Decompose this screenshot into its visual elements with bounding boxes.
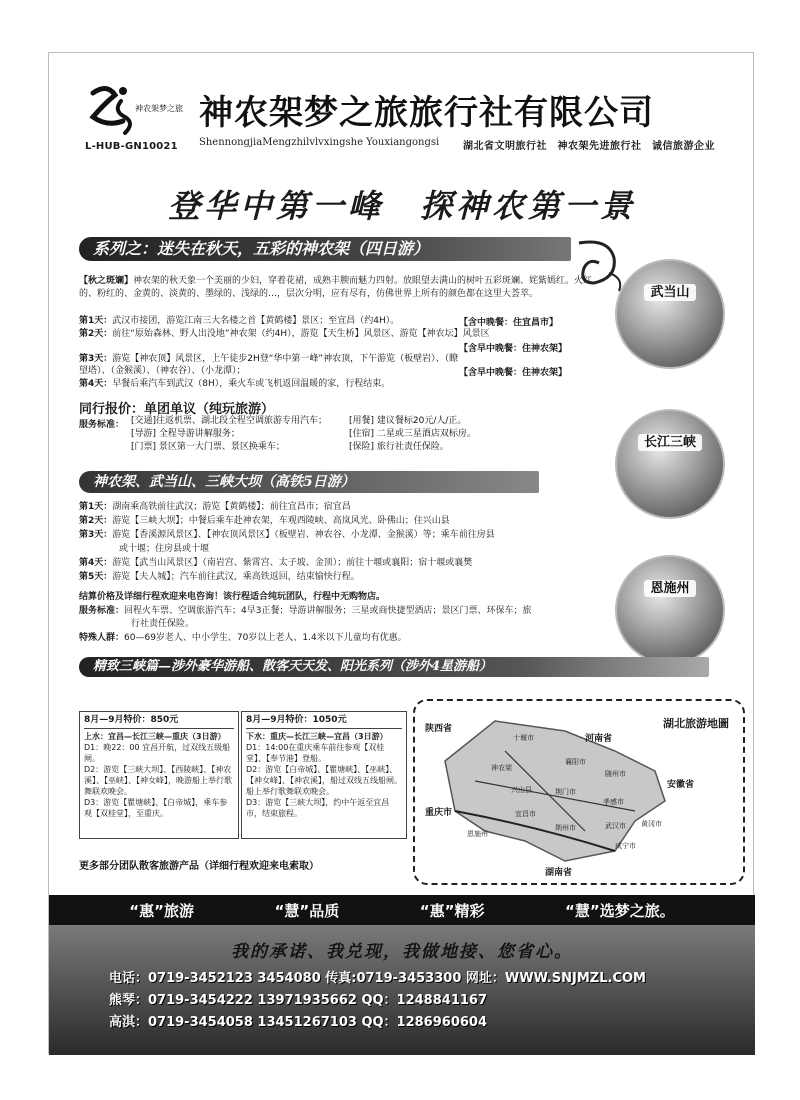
bar-item-4: “慧”选梦之旅。 bbox=[565, 901, 675, 920]
s2-note-service-cont: 行社责任保险。 bbox=[131, 619, 195, 629]
s1-price-title: 同行报价：单团单议（纯玩旅游） bbox=[79, 402, 275, 417]
contact-main: 电话：0719-3452123 3454080 传真:0719-3453300 网址：WWW.SNJMZL.COM bbox=[109, 971, 646, 986]
s1-day2: 第2天：前往“原始森林、野人出没地”神农架（约4H），游览【天生桥】风景区、游览【神农坛】风景区 bbox=[79, 329, 490, 339]
map-city-jingzhou: 荆州市 bbox=[555, 824, 576, 832]
s1-service-right: [用餐] 建议餐标20元/人/正。 [住宿] 二星或三星酒店双标房。 [保险] 旅行社责任保险。 bbox=[349, 416, 476, 452]
map-city-yichang: 宜昌市 bbox=[515, 810, 536, 818]
s2-day3: 第3天：游览【香溪源风景区】、【神农顶风景区】（板壁岩、神农谷、小龙潭、金猴溪）等；乘车前往房县 bbox=[79, 530, 495, 540]
slogan-bar bbox=[49, 895, 755, 925]
cruise-down-d1: D1：14:00在重庆乘车前往参观【双桂堂】、【奉节港】登船。 bbox=[246, 743, 385, 763]
company-honors: 湖北省文明旅行社 神农架先进旅行社 诚信旅游企业 bbox=[463, 141, 715, 152]
s1-day3-note: 【含早中晚餐：住神农架】 bbox=[459, 368, 568, 378]
company-pinyin: ShennongjiaMengzhilvlvxingshe Youxiangongsi bbox=[199, 137, 440, 148]
cruise-down-d3: D3：游览【三峡大坝】，约中午返至宜昌市，结束旅程。 bbox=[246, 798, 390, 818]
s1-day1: 第1天：武汉市接团，游览江南三大名楼之首【黄鹤楼】景区；至宜昌（约4H）。 bbox=[79, 316, 400, 326]
s2-day3-cont: 或十堰；住房县或十堰 bbox=[119, 544, 210, 554]
cruise-upstream-box bbox=[79, 711, 239, 839]
s1-service-label: 服务标准： bbox=[79, 420, 125, 430]
map-city-shennongjia: 神农架 bbox=[491, 764, 512, 772]
map-prov-hunan: 湖南省 bbox=[545, 868, 573, 878]
company-name: 神农架梦之旅旅行社有限公司 bbox=[199, 93, 654, 133]
map-city-enshi: 恩施州 bbox=[467, 830, 488, 838]
map-city-xingshan: 兴山县 bbox=[511, 786, 532, 794]
s2-note-service: 服务标准：回程火车票、空调旅游汽车；4早3正餐；导游讲解服务；三星或商快捷型酒店；景区门票、环保车；旅 bbox=[79, 606, 532, 616]
photo-label-three-gorges: 长江三峡 bbox=[638, 434, 702, 451]
s1-day4: 第4天：早餐后乘汽车到武汉（8H），乘火车或飞机返回温暖的家，行程结束。 bbox=[79, 379, 391, 389]
intro-text: 神农架的秋天象一个美丽的少妇，穿着花裙，成熟丰腴而魅力四射。放眼望去满山的树叶五彩斑斓、姹紫嫣红。火红的、粉红的、金黄的、淡黄的、墨绿的、浅绿的…，层次分明，应有尽有，仿佛世界上所有的颜色都在这里大荟萃。 bbox=[79, 276, 593, 299]
intro-label: 【秋之斑斓】 bbox=[79, 276, 134, 286]
map-city-suizhou: 随州市 bbox=[605, 770, 626, 778]
footer-contacts bbox=[49, 925, 755, 1055]
cruise-up-d1: D1：晚22：00 宜昌开航，过双线五级船闸。 bbox=[84, 743, 231, 763]
contact-xiong: 熊琴：0719-3454222 13971935662 QQ：1248841167 bbox=[109, 993, 488, 1008]
s1-day2-note: 【含早中晚餐：住神农架】 bbox=[459, 344, 568, 354]
s2-note-settlement: 结算价格及详细行程欢迎来电咨询！该行程适合纯玩团队，行程中无购物店。 bbox=[79, 592, 386, 602]
company-logo bbox=[85, 81, 183, 141]
photo-three-gorges bbox=[615, 409, 725, 519]
contact-gao: 高淇：0719-3454058 13451267103 QQ：1286960604 bbox=[109, 1015, 488, 1030]
cruise-up-price: 8月—9月特价：850元 bbox=[84, 715, 234, 729]
cruise-up-title: 上水：宜昌—长江三峡—重庆（3日游） bbox=[84, 732, 226, 741]
cruise-up-d2: D2：游览【三峡大坝】、【西陵峡】、【神农溪】、【巫峡】、【神女峰】，晚游船上举行歌舞联欢晚会。 bbox=[84, 765, 232, 796]
slogan: 登华中第一峰 探神农第一景 bbox=[167, 187, 636, 225]
s2-day4: 第4天：游览【武当山风景区】（南岩宫、紫霄宫、太子坡、金顶）；前往十堰或襄阳；宿十堰或襄樊 bbox=[79, 558, 473, 568]
photo-enshi bbox=[615, 555, 725, 665]
map-city-jingmen: 荆门市 bbox=[555, 788, 576, 796]
cruise-down-price: 8月—9月特价：1050元 bbox=[246, 715, 402, 729]
cruise-down-title: 下水：重庆—长江三峡—宜昌（3日游） bbox=[246, 732, 388, 741]
photo-wudangshan bbox=[615, 259, 725, 369]
cruise-downstream-box bbox=[241, 711, 407, 839]
map-city-huanggang: 黄冈市 bbox=[641, 820, 662, 828]
map-city-xianning: 咸宁市 bbox=[615, 842, 636, 850]
series2-banner: 神农架、武当山、三峡大坝（高铁5日游） bbox=[79, 471, 539, 493]
brochure-page bbox=[48, 52, 754, 1054]
map-prov-chongqing: 重庆市 bbox=[425, 808, 453, 818]
hubei-tourism-map bbox=[413, 699, 745, 885]
cruise-down-d2: D2：游览【白帝城】、【瞿塘峡】、【巫峡】、【神女峰】、【神农溪】，船过双线五线船闸。船上举行歌舞联欢晚会。 bbox=[246, 765, 402, 796]
map-city-xiangyang: 襄阳市 bbox=[565, 758, 586, 766]
map-prov-henan: 河南省 bbox=[585, 734, 613, 744]
map-city-xiaogan: 孝感市 bbox=[603, 798, 624, 806]
map-prov-anhui: 安徽省 bbox=[667, 780, 695, 790]
photo-label-wudangshan: 武当山 bbox=[644, 284, 695, 301]
map-city-wuhan: 武汉市 bbox=[605, 822, 626, 830]
s2-note-special: 特殊人群：60—69岁老人、中小学生、70岁以上老人、1.4米以下儿童均有优惠。 bbox=[79, 633, 407, 643]
bar-item-1: “惠”旅游 bbox=[129, 901, 194, 920]
series3-banner: 精致三峡篇—涉外豪华游船、散客天天发、阳光系列（涉外4星游船） bbox=[79, 657, 709, 677]
more-products-text: 更多部分团队散客旅游产品（详细行程欢迎来电索取） bbox=[79, 861, 319, 872]
s2-day5: 第5天：游览【夫人城】；汽车前往武汉，乘高铁返回，结束愉快行程。 bbox=[79, 572, 360, 582]
s2-day1: 第1天：湖南乘高铁前往武汉；游览【黄鹤楼】；前往宜昌市；宿宜昌 bbox=[79, 502, 351, 512]
logo-text: 神农架梦之旅 bbox=[135, 104, 183, 113]
bar-item-2: “慧”品质 bbox=[274, 901, 340, 920]
s1-day3: 第3天：游览【神农顶】风景区，上午徒步2H登“华中第一峰”神农顶，下午游览（板壁岩）、（瞭望塔）、（金猴溪）、（神农谷）、（小龙潭）； bbox=[79, 354, 459, 376]
cruise-up-d3: D3：游览【瞿塘峡】、【白帝城】，乘车参观【双桂堂】，至重庆。 bbox=[84, 798, 228, 818]
map-city-shiyan: 十堰市 bbox=[513, 734, 534, 742]
s1-service-left: [交通]往返机票、湖北段全程空调旅游专用汽车； [导游] 全程导游讲解服务； [门票] 景区第一大门票、景区换乘车； bbox=[131, 416, 328, 452]
map-title: 湖北旅游地圖 bbox=[663, 717, 729, 730]
series1-intro bbox=[79, 275, 599, 301]
promise-text: 我的承诺、我兑现，我做地接、您省心。 bbox=[231, 942, 573, 962]
s1-day1-note: 【含中晚餐：住宜昌市】 bbox=[459, 318, 559, 328]
map-prov-shaanxi: 陕西省 bbox=[425, 724, 453, 734]
license-code: L-HUB-GN10021 bbox=[85, 141, 178, 152]
s2-day2: 第2天：游览【三峡大坝】；中餐后乘车赴神农架，车观西陵峡、高岚风光、卧佛山；住兴山县 bbox=[79, 516, 450, 526]
bar-item-3: “惠”精彩 bbox=[419, 901, 485, 920]
series1-banner: 系列之：迷失在秋天，五彩的神农架（四日游） bbox=[79, 237, 571, 261]
photo-label-enshi: 恩施州 bbox=[644, 580, 695, 597]
